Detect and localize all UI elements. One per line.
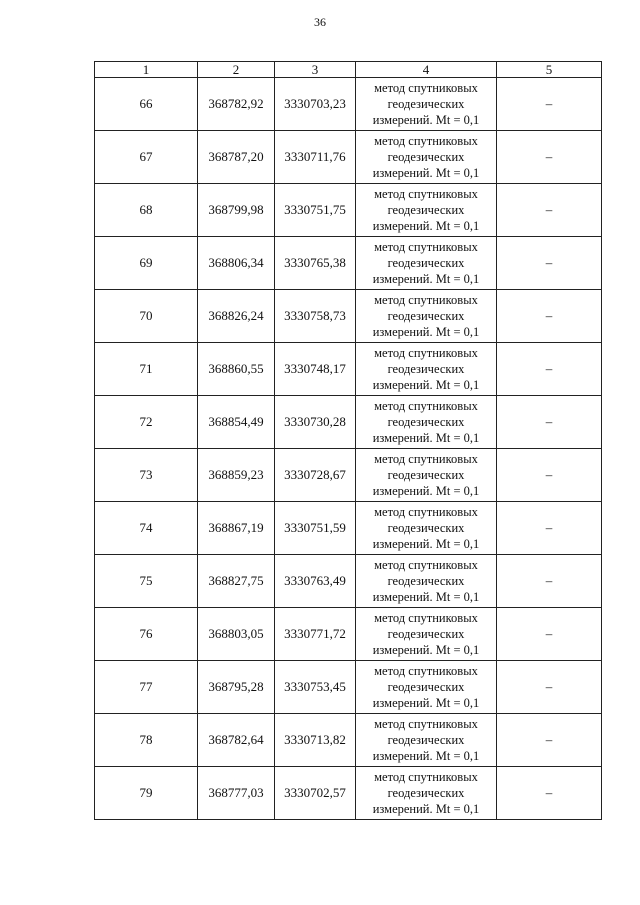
point-number-cell: 69	[95, 237, 198, 290]
column-header-2: 2	[198, 62, 275, 78]
method-line: геодезических	[387, 627, 465, 641]
y-coordinate-cell: 3330758,73	[275, 290, 356, 343]
column5-cell: –	[497, 184, 602, 237]
method-line: метод спутниковых	[374, 240, 478, 254]
x-coordinate-cell: 368860,55	[198, 343, 275, 396]
y-coordinate-cell: 3330763,49	[275, 555, 356, 608]
method-line: метод спутниковых	[374, 611, 478, 625]
y-coordinate-cell: 3330765,38	[275, 237, 356, 290]
column-header-4: 4	[356, 62, 497, 78]
method-line: измерений. Mt = 0,1	[372, 325, 480, 339]
method-line: измерений. Mt = 0,1	[372, 643, 480, 657]
y-coordinate-cell: 3330753,45	[275, 661, 356, 714]
column-header-5: 5	[497, 62, 602, 78]
column5-cell: –	[497, 78, 602, 131]
point-number-cell: 77	[95, 661, 198, 714]
table-row	[95, 555, 602, 608]
method-cell	[356, 78, 497, 131]
table-row	[95, 184, 602, 237]
point-number-cell: 72	[95, 396, 198, 449]
method-line: измерений. Mt = 0,1	[372, 272, 480, 286]
method-cell	[356, 290, 497, 343]
column5-cell: –	[497, 608, 602, 661]
x-coordinate-cell: 368826,24	[198, 290, 275, 343]
method-line: измерений. Mt = 0,1	[372, 219, 480, 233]
y-coordinate-cell: 3330702,57	[275, 767, 356, 820]
method-line: измерений. Mt = 0,1	[372, 484, 480, 498]
y-coordinate-cell: 3330703,23	[275, 78, 356, 131]
x-coordinate-cell: 368806,34	[198, 237, 275, 290]
point-number-cell: 79	[95, 767, 198, 820]
x-coordinate-cell: 368799,98	[198, 184, 275, 237]
method-cell	[356, 767, 497, 820]
point-number-cell: 74	[95, 502, 198, 555]
y-coordinate-cell: 3330751,59	[275, 502, 356, 555]
method-cell	[356, 343, 497, 396]
x-coordinate-cell: 368854,49	[198, 396, 275, 449]
method-line: геодезических	[387, 680, 465, 694]
column5-cell: –	[497, 449, 602, 502]
method-line: метод спутниковых	[374, 293, 478, 307]
method-line: метод спутниковых	[374, 452, 478, 466]
method-line: метод спутниковых	[374, 187, 478, 201]
point-number-cell: 78	[95, 714, 198, 767]
table-header-row	[95, 62, 602, 78]
point-number-cell: 71	[95, 343, 198, 396]
method-line: метод спутниковых	[374, 717, 478, 731]
table-row	[95, 714, 602, 767]
table-row	[95, 767, 602, 820]
method-line: измерений. Mt = 0,1	[372, 590, 480, 604]
method-line: измерений. Mt = 0,1	[372, 749, 480, 763]
column5-cell: –	[497, 502, 602, 555]
y-coordinate-cell: 3330728,67	[275, 449, 356, 502]
method-line: метод спутниковых	[374, 664, 478, 678]
table-row	[95, 396, 602, 449]
x-coordinate-cell: 368803,05	[198, 608, 275, 661]
point-number-cell: 73	[95, 449, 198, 502]
method-line: геодезических	[387, 574, 465, 588]
column-header-1: 1	[95, 62, 198, 78]
method-line: измерений. Mt = 0,1	[372, 378, 480, 392]
x-coordinate-cell: 368795,28	[198, 661, 275, 714]
method-cell	[356, 396, 497, 449]
method-line: геодезических	[387, 203, 465, 217]
point-number-cell: 66	[95, 78, 198, 131]
method-line: измерений. Mt = 0,1	[372, 431, 480, 445]
method-line: метод спутниковых	[374, 770, 478, 784]
method-line: геодезических	[387, 309, 465, 323]
point-number-cell: 68	[95, 184, 198, 237]
method-cell	[356, 131, 497, 184]
method-cell	[356, 502, 497, 555]
method-line: геодезических	[387, 97, 465, 111]
point-number-cell: 75	[95, 555, 198, 608]
y-coordinate-cell: 3330713,82	[275, 714, 356, 767]
column5-cell: –	[497, 661, 602, 714]
method-line: измерений. Mt = 0,1	[372, 696, 480, 710]
y-coordinate-cell: 3330748,17	[275, 343, 356, 396]
method-line: геодезических	[387, 362, 465, 376]
x-coordinate-cell: 368787,20	[198, 131, 275, 184]
x-coordinate-cell: 368782,64	[198, 714, 275, 767]
method-line: измерений. Mt = 0,1	[372, 537, 480, 551]
method-cell	[356, 714, 497, 767]
page-number: 36	[314, 15, 326, 29]
x-coordinate-cell: 368867,19	[198, 502, 275, 555]
method-line: измерений. Mt = 0,1	[372, 802, 480, 816]
x-coordinate-cell: 368827,75	[198, 555, 275, 608]
table-row	[95, 449, 602, 502]
method-line: метод спутниковых	[374, 558, 478, 572]
column5-cell: –	[497, 343, 602, 396]
method-line: геодезических	[387, 733, 465, 747]
method-line: метод спутниковых	[374, 346, 478, 360]
table-row	[95, 290, 602, 343]
x-coordinate-cell: 368859,23	[198, 449, 275, 502]
method-cell	[356, 661, 497, 714]
y-coordinate-cell: 3330751,75	[275, 184, 356, 237]
y-coordinate-cell: 3330730,28	[275, 396, 356, 449]
method-line: геодезических	[387, 786, 465, 800]
method-line: геодезических	[387, 415, 465, 429]
method-line: геодезических	[387, 256, 465, 270]
table-row	[95, 131, 602, 184]
column5-cell: –	[497, 237, 602, 290]
column5-cell: –	[497, 714, 602, 767]
column5-cell: –	[497, 290, 602, 343]
point-number-cell: 70	[95, 290, 198, 343]
method-cell	[356, 184, 497, 237]
table-body	[95, 78, 602, 820]
column5-cell: –	[497, 555, 602, 608]
method-line: метод спутниковых	[374, 81, 478, 95]
method-cell	[356, 608, 497, 661]
y-coordinate-cell: 3330711,76	[275, 131, 356, 184]
method-cell	[356, 237, 497, 290]
table-row	[95, 661, 602, 714]
method-line: измерений. Mt = 0,1	[372, 166, 480, 180]
column5-cell: –	[497, 131, 602, 184]
method-cell	[356, 555, 497, 608]
x-coordinate-cell: 368777,03	[198, 767, 275, 820]
table-row	[95, 237, 602, 290]
column5-cell: –	[497, 767, 602, 820]
method-line: геодезических	[387, 521, 465, 535]
point-number-cell: 76	[95, 608, 198, 661]
table-row	[95, 343, 602, 396]
table-row	[95, 502, 602, 555]
coordinates-table	[94, 61, 602, 820]
method-cell	[356, 449, 497, 502]
column-header-3: 3	[275, 62, 356, 78]
method-line: метод спутниковых	[374, 505, 478, 519]
method-line: геодезических	[387, 150, 465, 164]
method-line: метод спутниковых	[374, 134, 478, 148]
method-line: геодезических	[387, 468, 465, 482]
table-row	[95, 608, 602, 661]
x-coordinate-cell: 368782,92	[198, 78, 275, 131]
method-line: измерений. Mt = 0,1	[372, 113, 480, 127]
y-coordinate-cell: 3330771,72	[275, 608, 356, 661]
column5-cell: –	[497, 396, 602, 449]
method-line: метод спутниковых	[374, 399, 478, 413]
table-row	[95, 78, 602, 131]
point-number-cell: 67	[95, 131, 198, 184]
